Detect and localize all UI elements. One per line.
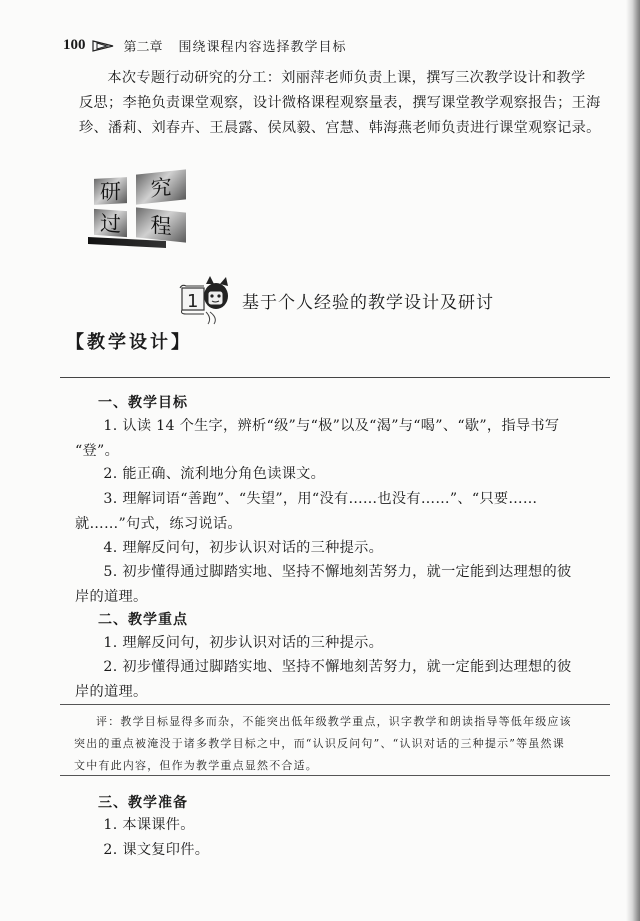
item-line: 2. 初步懂得通过脚踏实地、坚持不懈地刻苦努力，就一定能到达理想的彼 [103,659,572,675]
list-item [75,838,610,863]
comment-line: 文中有此内容，但作为教学重点显然不合适。 [74,759,318,772]
emblem-char: 研 [94,177,127,205]
page-number: 100 [63,37,86,53]
comment-line: 突出的重点被淹没于诸多教学目标之中，而“认识反问句”、“认识对话的三种提示”等虽然课 [74,737,565,750]
item-line: 2. 课文复印件。 [103,842,210,858]
item-line: 岸的道理。 [75,684,148,700]
item-line: 1. 理解反问句，初步认识对话的三种提示。 [103,635,384,651]
item-line: 5. 初步懂得通过脚踏实地、坚持不懈地刻苦努力，就一定能到达理想的彼 [103,564,572,580]
list-item [75,813,610,838]
emblem-char: 究 [136,169,186,204]
chapter-title: 围绕课程内容选择教学目标 [178,40,347,55]
item-line: “登”。 [75,443,120,459]
item-line: 就……”句式，练习说话。 [75,516,242,532]
triangle-arrow-icon [92,40,114,52]
intro-line: 反思；李艳负责课堂观察，设计微格课程观察量表，撰写课堂教学观察报告；王海 [79,95,601,111]
item-line: 3. 理解词语“善跑”、“失望”，用“没有……也没有……”、“只要…… [103,491,538,507]
svg-text:1: 1 [187,291,199,312]
intro-line: 珍、潘莉、刘春卉、王晨露、侯凤毅、宫慧、韩海燕老师负责进行课堂观察记录。 [79,120,601,136]
intro-paragraph [79,66,607,141]
running-header [63,36,347,55]
divider [60,704,610,705]
comment-line: 评：教学目标显得多而杂，不能突出低年级教学重点，识字教学和朗读指导等低年级应该 [96,715,572,728]
subsection-title: 基于个人经验的教学设计及研讨 [242,292,494,313]
cartoon-mascot-scroll-icon [178,274,240,326]
item-line: 2. 能正确、流利地分角色读课文。 [103,466,326,482]
subsection-heading [178,274,494,326]
divider [60,775,610,776]
page-edge-shadow [626,0,640,921]
list-item [75,462,610,487]
chapter-label: 第二章 [123,40,163,55]
intro-line: 本次专题行动研究的分工：刘丽萍老师负责上课，撰写三次教学设计和教学 [107,70,586,86]
item-line: 岸的道理。 [75,589,148,605]
emblem-char: 程 [136,207,186,242]
section-heading-key-points: 二、教学重点 [98,612,188,628]
list-item [75,536,610,561]
list-item [75,487,610,537]
list-item [75,631,610,656]
emblem-char: 过 [94,209,127,237]
list-item [75,655,610,705]
review-comment [74,711,610,777]
item-line: 1. 本课课件。 [103,817,195,833]
section-heading-objectives: 一、教学目标 [98,395,188,411]
item-line: 4. 理解反问句，初步认识对话的三种提示。 [103,540,384,556]
research-process-emblem [88,170,208,250]
list-item [75,560,610,610]
section-heading-preparation: 三、教学准备 [98,795,188,811]
item-line: 1. 认读 14 个生字，辨析“级”与“极”以及“渴”与“喝”、“歇”，指导书写 [103,418,560,434]
list-item [75,414,610,464]
divider [60,377,610,378]
teaching-design-title: 【教学设计】 [66,332,192,353]
